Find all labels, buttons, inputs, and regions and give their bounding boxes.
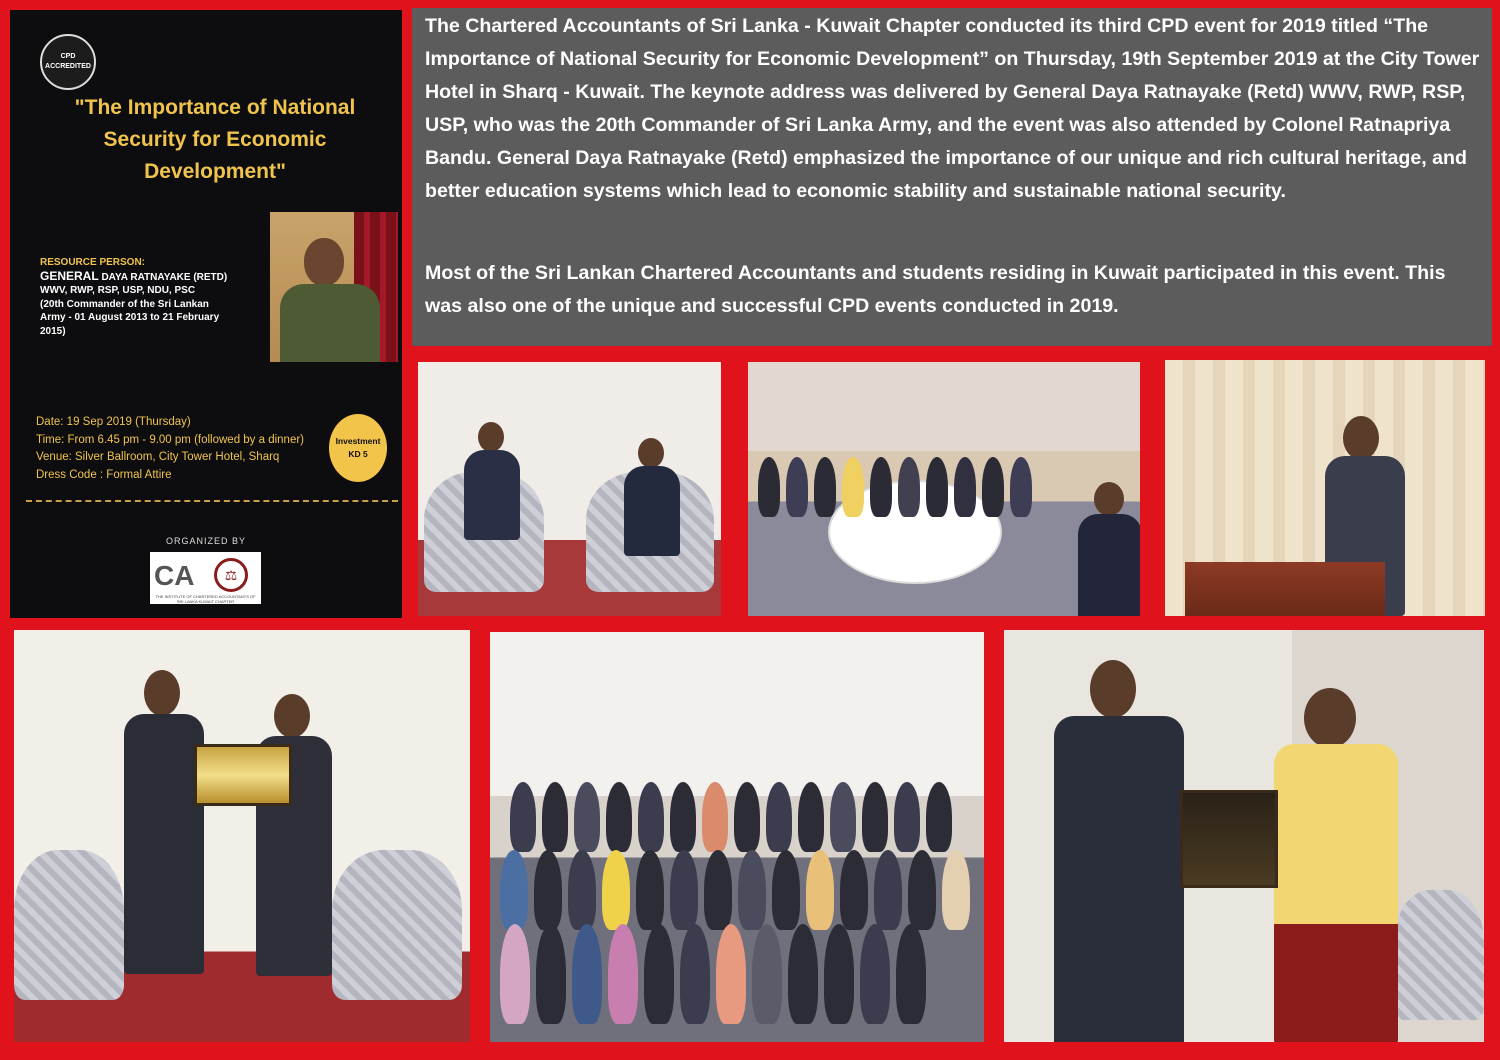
speaker-portrait [270, 212, 398, 362]
scales-icon: ⚖ [214, 558, 248, 592]
poster-title-line2: Security for Economic [103, 128, 327, 151]
resource-role-line2: Army - 01 August 2013 to 21 February [40, 312, 220, 323]
photo-keynote-speaker [1165, 360, 1485, 616]
resource-role-line3: 2015) [40, 325, 66, 337]
cpd-accredited-badge [40, 34, 96, 90]
event-poster [10, 10, 402, 618]
resource-role-line1: (20th Commander of the Sri Lankan [40, 298, 209, 310]
resource-person-block [40, 256, 227, 338]
event-date: Date: 19 Sep 2019 (Thursday) [36, 416, 191, 428]
photo-plaque-presentation-2 [1004, 630, 1484, 1042]
badge-line1: CPD [60, 53, 76, 60]
photo-plaque-presentation-1 [14, 630, 470, 1042]
photo-panel-discussion [418, 362, 721, 616]
badge-line2: ACCREDITED [45, 63, 91, 70]
photo-banquet-hall [748, 362, 1140, 616]
article-paragraph-2: Most of the Sri Lankan Chartered Accountants and students residing in Kuwait participated in this event. This was also one of the unique and successful CPD events conducted in 2019. [425, 262, 1446, 317]
organized-by-label: ORGANIZED BY [165, 536, 246, 546]
event-dress-code: Dress Code : Formal Attire [36, 468, 172, 481]
resource-rank: GENERAL [40, 268, 99, 283]
resource-label: RESOURCE PERSON: [40, 257, 146, 268]
poster-title-line3: Development" [144, 160, 286, 183]
ca-logo-text: CA [154, 560, 195, 591]
event-details [36, 414, 304, 484]
resource-name: DAYA RATNAYAKE (RETD) [101, 271, 228, 283]
dashed-divider [26, 500, 398, 502]
photo-group [490, 632, 984, 1042]
poster-title [30, 92, 400, 188]
investment-value: KD 5 [348, 449, 368, 459]
event-venue: Venue: Silver Ballroom, City Tower Hotel, Sharq [36, 451, 280, 463]
ca-logo-subtext: THE INSTITUTE OF CHARTERED ACCOUNTANTS OF SRI LANKA KUWAIT CHAPTER [155, 594, 256, 604]
investment-label: Investment [335, 436, 381, 446]
resource-titles: WWV, RWP, RSP, USP, NDU, PSC [40, 285, 196, 296]
investment-badge [329, 414, 387, 482]
article-textbox [412, 8, 1492, 346]
event-time: Time: From 6.45 pm - 9.00 pm (followed by a dinner) [36, 433, 305, 446]
poster-title-line1: "The Importance of National [74, 96, 356, 119]
ca-logo [150, 552, 261, 604]
article-paragraph-1: The Chartered Accountants of Sri Lanka - Kuwait Chapter conducted its third CPD event for 2019 titled “The Importance of National Security for Economic Development” on Thursday, 19th September 2019 at the City Tower Hotel in Sharq - Kuwait. The keynote address was delivered by General Daya Ratnayake (Retd) WWV, RWP, RSP, USP, who was the 20th Commander of Sri Lanka Army, and the event was also attended by Colonel Ratnapriya Bandu. General Daya Ratnayake (Retd) emphasized the importance of our unique and rich cultural heritage, and better education systems which lead to economic stability and sustainable national security. [425, 15, 1480, 202]
